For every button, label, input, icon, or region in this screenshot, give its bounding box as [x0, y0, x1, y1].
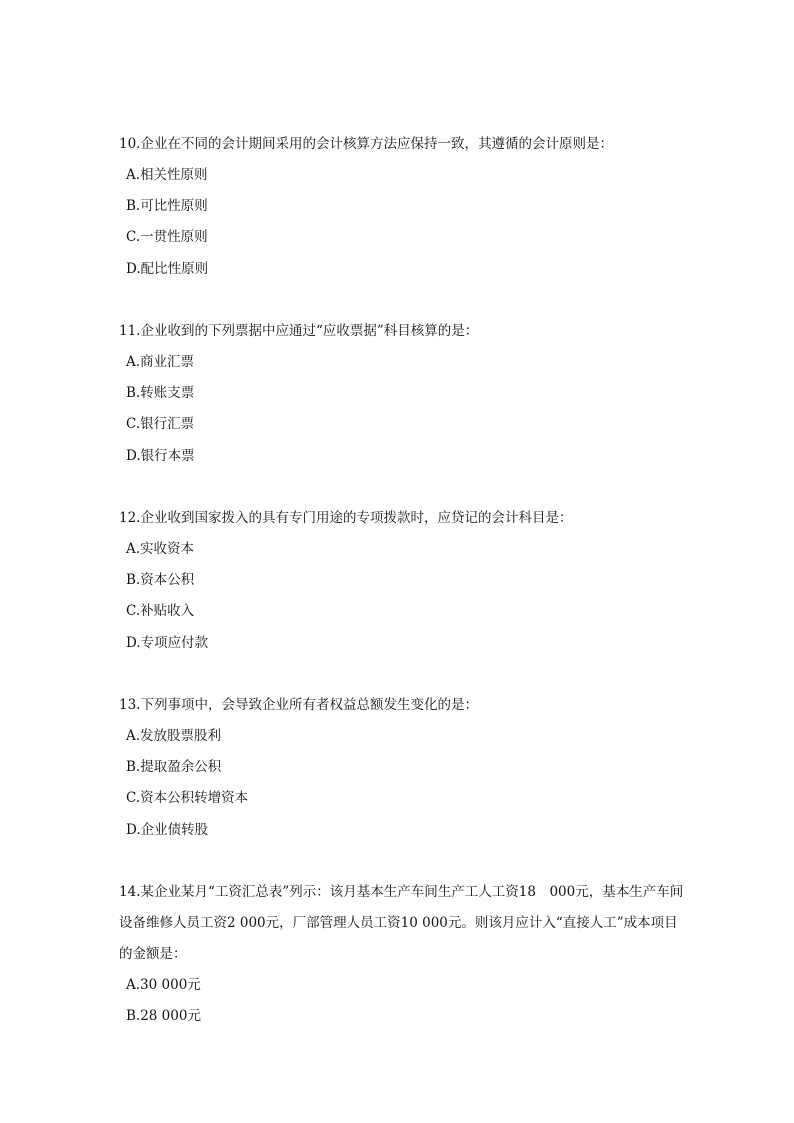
- option-c: C.银行汇票: [126, 416, 195, 433]
- question-stem: 14.某企业某月“工资汇总表”列示：该月基本生产车间生产工人工资18 000元，基本生产车间设备维修人员工资2 000元，厂部管理人员工资10 000元。则该月应计入“直接人工”成本项目的金额是：: [119, 884, 684, 962]
- option-d: D.银行本票: [126, 447, 195, 464]
- option-d: D.配比性原则: [126, 260, 209, 277]
- option-a: A.商业汇票: [126, 354, 195, 370]
- option-a: A.相关性原则: [126, 167, 208, 183]
- option-b: B.28 000元: [126, 1008, 201, 1025]
- option-d: D.企业债转股: [126, 821, 209, 838]
- option-c: C.资本公积转增资本: [126, 790, 249, 807]
- question-stem: 12.企业收到国家拨入的具有专门用途的专项拨款时，应贷记的会计科目是：: [119, 510, 573, 526]
- option-d: D.专项应付款: [126, 634, 209, 651]
- option-list: [119, 160, 689, 285]
- option-a: A.30 000元: [126, 977, 201, 993]
- question-stem: 10.企业在不同的会计期间采用的会计核算方法应保持一致，其遵循的会计原则是：: [119, 136, 613, 152]
- question-11: [119, 316, 689, 472]
- question-stem: 13.下列事项中，会导致企业所有者权益总额发生变化的是：: [119, 697, 478, 713]
- option-c: C.一贯性原则: [126, 229, 208, 246]
- option-list: [119, 534, 689, 659]
- question-14: [119, 877, 689, 1032]
- option-b: B.转账支票: [126, 385, 195, 402]
- question-12: [119, 503, 689, 659]
- option-list: [119, 347, 689, 472]
- question-10: [119, 129, 689, 285]
- option-a: A.实收资本: [126, 541, 195, 557]
- option-list: [119, 970, 689, 1032]
- question-stem: 11.企业收到的下列票据中应通过“应收票据”科目核算的是：: [119, 323, 479, 339]
- option-b: B.提取盈余公积: [126, 759, 222, 776]
- question-13: [119, 690, 689, 846]
- option-list: [119, 721, 689, 846]
- option-b: B.可比性原则: [126, 198, 208, 215]
- option-b: B.资本公积: [126, 572, 195, 589]
- option-a: A.发放股票股利: [126, 728, 222, 744]
- option-c: C.补贴收入: [126, 603, 195, 620]
